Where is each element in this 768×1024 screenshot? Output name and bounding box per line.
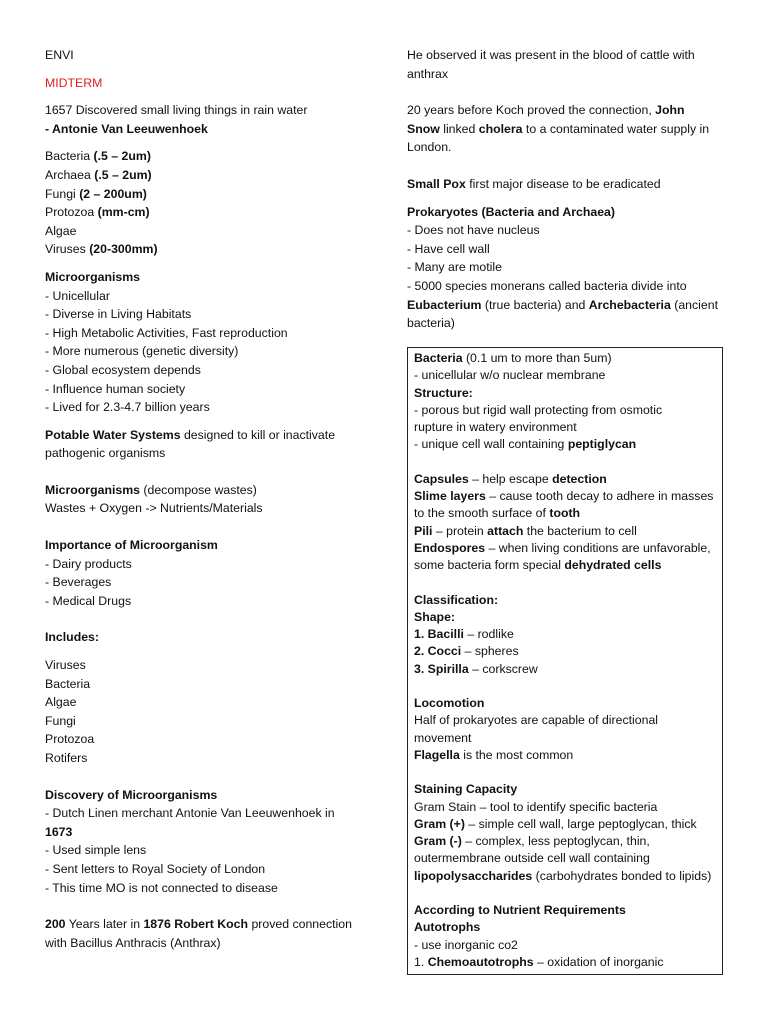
list-item: - Beverages (45, 575, 112, 590)
list-item: - Unicellular (45, 288, 110, 303)
section-heading: Microorganisms (45, 269, 140, 284)
box-heading: Autotrophs (414, 920, 481, 935)
box-line: to the smooth surface of tooth (414, 506, 581, 521)
box-line: Gram (-) – complex, less peptoglycan, thin, (414, 834, 650, 849)
size-item: Algae (45, 223, 77, 238)
box-line: Bacteria (0.1 um to more than 5um) (414, 351, 612, 365)
subject-heading: ENVI (45, 48, 74, 62)
list-item: - Does not have nucleus (407, 223, 540, 238)
size-item: Bacteria (.5 – 2um) (45, 149, 151, 164)
text-line: Small Pox first major disease to be eradicated (407, 176, 661, 191)
box-line: - unicellular w/o nuclear membrane (414, 368, 606, 383)
box-line: 3. Spirilla – corkscrew (414, 661, 538, 676)
list-item: - Dutch Linen merchant Antonie Van Leeuwenhoek in (45, 806, 335, 821)
box-heading: Structure: (414, 385, 473, 400)
size-item: Viruses (20-300mm) (45, 242, 158, 257)
text-line: Wastes + Oxygen -> Nutrients/Materials (45, 501, 263, 516)
box-line: Slime layers – cause tooth decay to adhere in masses (414, 489, 714, 504)
list-item: - Medical Drugs (45, 593, 132, 608)
text-line: Eubacterium (true bacteria) and Archebacteria (ancient (407, 297, 718, 312)
box-line: - use inorganic co2 (414, 937, 518, 952)
text-line: Microorganisms (decompose wastes) (45, 482, 257, 497)
text-line: with Bacillus Anthracis (Anthrax) (45, 935, 221, 950)
text-line: 200 Years later in 1876 Robert Koch proved connection (45, 917, 352, 932)
list-item: - 5000 species monerans called bacteria divide into (407, 278, 687, 293)
text-line: - Antonie Van Leeuwenhoek (45, 121, 208, 136)
list-item: Protozoa (45, 732, 95, 747)
text-line: London. (407, 140, 452, 155)
list-item: Algae (45, 695, 77, 710)
box-line: Gram (+) – simple cell wall, large peptoglycan, thick (414, 816, 697, 831)
box-line: Pili – protein attach the bacterium to cell (414, 523, 637, 538)
box-heading: According to Nutrient Requirements (414, 903, 626, 918)
list-item: - Lived for 2.3-4.7 billion years (45, 400, 210, 415)
right-column (407, 46, 725, 333)
box-line: movement (414, 730, 472, 745)
box-heading: Classification: (414, 592, 499, 607)
text-line: anthrax (407, 66, 449, 81)
text-line: 20 years before Koch proved the connection, John (407, 103, 685, 118)
list-item: - Sent letters to Royal Society of London (45, 861, 266, 876)
box-line: Gram Stain – tool to identify specific bacteria (414, 799, 658, 814)
list-item: - Many are motile (407, 260, 502, 275)
list-item: - Global ecosystem depends (45, 362, 201, 377)
list-item: - Have cell wall (407, 241, 490, 256)
list-item: Bacteria (45, 676, 91, 691)
list-item: Fungi (45, 713, 76, 728)
box-line: Half of prokaryotes are capable of directional (414, 713, 659, 728)
box-heading: Staining Capacity (414, 782, 518, 797)
box-line: outermembrane outside cell wall containing (414, 851, 650, 866)
box-line: rupture in watery environment (414, 420, 577, 435)
list-item: Viruses (45, 658, 86, 673)
list-item: - More numerous (genetic diversity) (45, 344, 239, 359)
size-item: Fungi (2 – 200um) (45, 186, 147, 201)
text-line: pathogenic organisms (45, 446, 166, 461)
text-line: He observed it was present in the blood of cattle with (407, 48, 695, 62)
left-column (45, 46, 375, 952)
box-line: - porous but rigid wall protecting from osmotic (414, 402, 663, 417)
box-line: 1. Bacilli – rodlike (414, 627, 514, 642)
box-line: 2. Cocci – spheres (414, 644, 519, 659)
box-line: some bacteria form special dehydrated cells (414, 558, 662, 573)
box-line: lipopolysaccharides (carbohydrates bonded to lipids) (414, 868, 712, 883)
size-item: Protozoa (mm-cm) (45, 205, 150, 220)
text-line: 1657 Discovered small living things in rain water (45, 103, 308, 118)
list-item: - Dairy products (45, 556, 132, 571)
section-heading: Discovery of Microorganisms (45, 787, 218, 802)
text-line: 1673 (45, 824, 73, 839)
box-heading: Locomotion (414, 696, 485, 711)
list-item: - High Metabolic Activities, Fast reproduction (45, 325, 288, 340)
bacteria-box (407, 347, 723, 975)
section-heading: Prokaryotes (Bacteria and Archaea) (407, 204, 615, 219)
list-item: - Used simple lens (45, 843, 147, 858)
section-heading: Importance of Microorganism (45, 538, 218, 553)
box-line: Capsules – help escape detection (414, 471, 607, 486)
box-line: Endospores – when living conditions are unfavorable, (414, 540, 711, 555)
midterm-heading: MIDTERM (45, 75, 103, 90)
box-line: - unique cell wall containing peptiglycan (414, 437, 637, 452)
text-line: Potable Water Systems designed to kill or inactivate (45, 427, 336, 442)
list-item: Rotifers (45, 751, 88, 765)
section-heading: Includes: (45, 630, 99, 645)
text-line: Snow linked cholera to a contaminated water supply in (407, 121, 710, 136)
list-item: - This time MO is not connected to disease (45, 880, 278, 895)
box-line: Flagella is the most common (414, 747, 574, 762)
size-item: Archaea (.5 – 2um) (45, 167, 152, 182)
box-line: 1. Chemoautotrophs – oxidation of inorganic (414, 954, 664, 969)
list-item: - Diverse in Living Habitats (45, 307, 192, 322)
box-heading: Shape: (414, 609, 455, 624)
list-item: - Influence human society (45, 381, 186, 396)
text-line: bacteria) (407, 316, 455, 331)
